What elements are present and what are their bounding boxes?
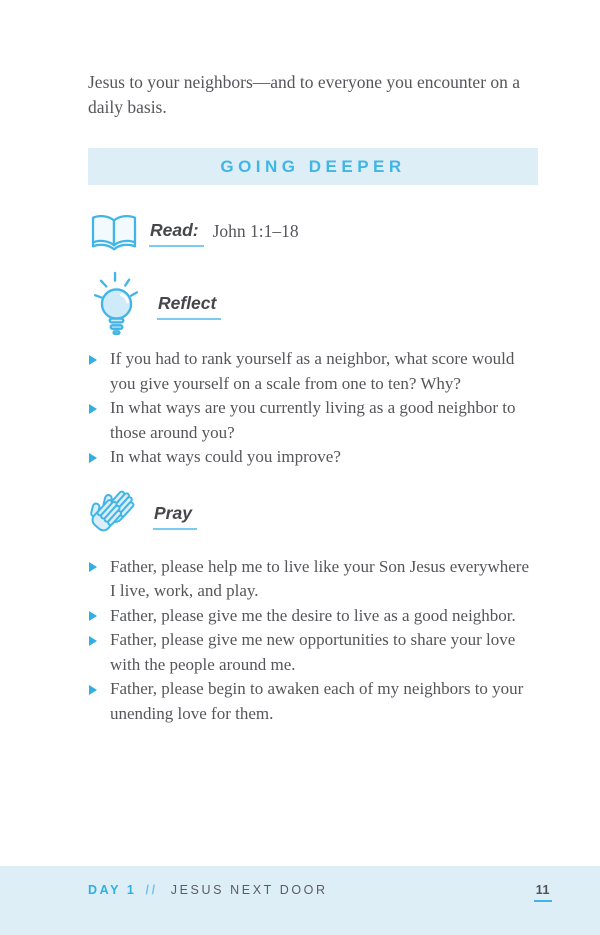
bullet-triangle-icon bbox=[89, 611, 97, 621]
intro-paragraph: Jesus to your neighbors—and to everyone you encounter on a daily basis. bbox=[88, 72, 521, 117]
prayer-item bbox=[88, 677, 538, 726]
prayer-text: Father, please give me the desire to live as a good neighbor. bbox=[110, 605, 516, 625]
prayer-text: Father, please give me new opportunities to share your love with the people around me. bbox=[110, 630, 516, 674]
pray-label: Pray bbox=[153, 503, 197, 530]
reflect-question-item bbox=[88, 347, 538, 396]
reflect-heading bbox=[88, 270, 538, 336]
bullet-triangle-icon bbox=[89, 685, 97, 695]
reflect-question-list bbox=[88, 347, 538, 470]
read-section bbox=[88, 212, 538, 254]
read-label: Read: bbox=[149, 220, 204, 247]
prayer-list bbox=[88, 555, 538, 727]
reflect-question-text: If you had to rank yourself as a neighbor, what score would you give yourself on a scale from one to ten? Why? bbox=[110, 349, 515, 393]
pray-section bbox=[88, 489, 538, 727]
prayer-item bbox=[88, 555, 538, 604]
reflect-section bbox=[88, 270, 538, 470]
going-deeper-label: GOING DEEPER bbox=[220, 156, 406, 176]
running-footer bbox=[88, 883, 328, 897]
prayer-item bbox=[88, 604, 538, 629]
reflect-label: Reflect bbox=[157, 293, 221, 320]
reflect-question-text: In what ways could you improve? bbox=[110, 447, 341, 466]
footer-separator: // bbox=[145, 883, 158, 897]
lightbulb-icon bbox=[88, 270, 145, 336]
bullet-triangle-icon bbox=[89, 355, 97, 365]
page-number: 11 bbox=[534, 883, 552, 902]
reflect-question-item bbox=[88, 445, 538, 470]
scripture-reference: John 1:1–18 bbox=[212, 220, 299, 241]
prayer-text: Father, please help me to live like your Son Jesus everywhere I live, work, and play. bbox=[110, 556, 530, 600]
footer-day-label: DAY 1 bbox=[88, 883, 137, 897]
bullet-triangle-icon bbox=[89, 636, 97, 646]
bullet-triangle-icon bbox=[89, 562, 97, 572]
reflect-question-item bbox=[88, 396, 538, 445]
open-book-icon bbox=[88, 212, 140, 254]
page-footer bbox=[0, 866, 600, 935]
praying-hands-icon bbox=[88, 489, 143, 542]
bullet-triangle-icon bbox=[89, 453, 97, 463]
prayer-item bbox=[88, 628, 538, 677]
reflect-question-text: In what ways are you currently living as a good neighbor to those around you? bbox=[110, 398, 516, 442]
prayer-text: Father, please begin to awaken each of my neighbors to your unending love for them. bbox=[110, 679, 524, 723]
bullet-triangle-icon bbox=[89, 404, 97, 414]
going-deeper-banner bbox=[88, 148, 538, 185]
pray-heading bbox=[88, 489, 538, 542]
footer-book-title: JESUS NEXT DOOR bbox=[170, 883, 328, 897]
